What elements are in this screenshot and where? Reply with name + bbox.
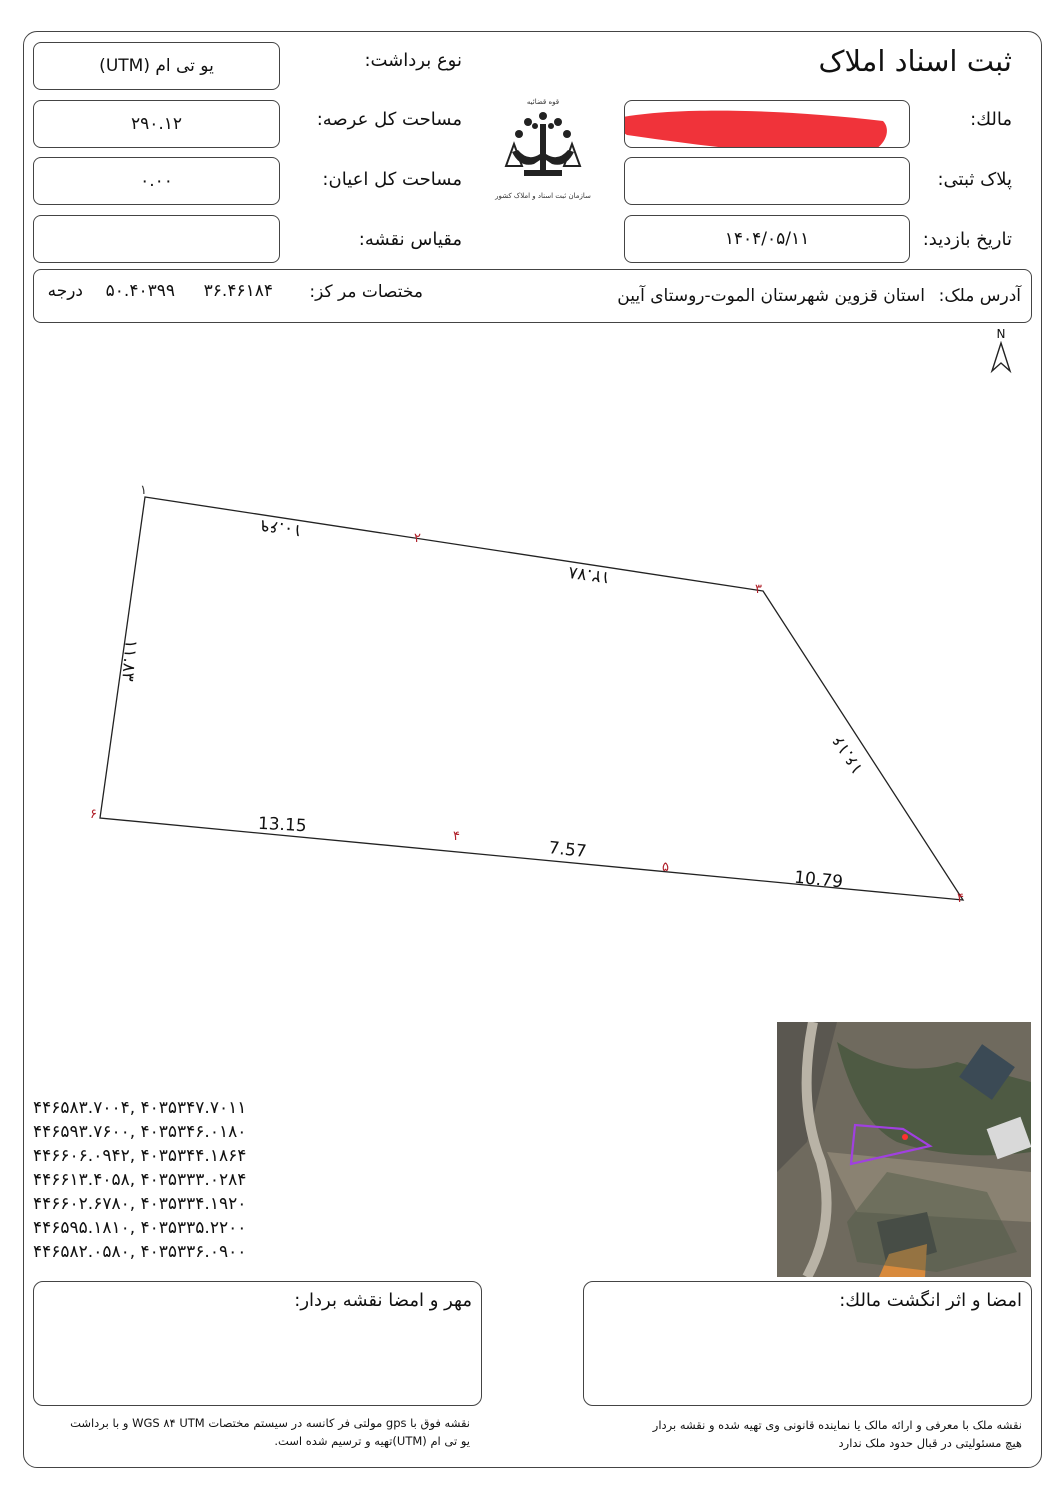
coordinate-row: ۴۴۶۵۹۳.۷۶۰۰, ۴۰۳۵۳۴۶.۰۱۸۰ [33,1122,247,1142]
survey-type-label: نوع برداشت: [364,50,462,71]
center-unit: درجه [47,281,83,301]
edge-length-2: ۱۲.۷۸ [567,562,612,588]
coordinate-row: ۴۴۶۶۰۶.۰۹۴۲, ۴۰۳۵۳۴۴.۱۸۶۴ [33,1146,247,1166]
edge-length-5: 7.57 [547,838,588,862]
building-area-label: مساحت کل اعیان: [322,169,462,190]
owner-signature-label: امضا و اثر انگشت مالك: [839,1290,1022,1311]
north-label: N [996,327,1006,341]
survey-method-line: یو تی ام (UTM)تهیه و ترسیم شده است. [274,1434,470,1448]
land-area-value: ۲۹۰.۱۲ [130,114,183,134]
vertex-label-4: ۴ [957,891,964,906]
edge-length-6: 13.15 [257,813,308,837]
satellite-view [777,1022,1031,1277]
edge-length-4: 10.79 [793,867,844,893]
satellite-image [777,1022,1031,1277]
owner-disclaimer-line: هیچ مسئولیتی در قبال حدود ملک ندارد [838,1436,1022,1450]
vertex-label-6: ۴ [453,829,460,844]
owner-disclaimer-note [653,1416,1022,1452]
survey-method-note [70,1414,470,1450]
center-coordinates-label: مختصات مر کز: [309,282,423,302]
address-value: استان قزوین شهرستان الموت-روستای آیین [617,286,925,306]
owner-label: مالك: [970,109,1012,130]
logo-top-text: قوه قضائیه [526,98,560,106]
land-area-label: مساحت کل عرصه: [316,109,462,130]
coordinate-row: ۴۴۶۵۸۳.۷۰۰۴, ۴۰۳۵۳۴۷.۷۰۱۱ [33,1098,247,1118]
owner-disclaimer-line: نقشه ملک با معرفی و ارائه مالک یا نماینده قانونی وی تهیه شده و نقشه بردار [652,1418,1022,1432]
map-scale-label: مقیاس نقشه: [358,229,462,250]
coordinate-row: ۴۴۶۶۱۳.۴۰۵۸, ۴۰۳۵۳۳۳.۰۲۸۴ [33,1170,247,1190]
center-lat: ۳۶.۴۶۱۸۴ [203,281,273,301]
coordinate-row: ۴۴۶۵۸۲.۰۵۸۰, ۴۰۳۵۳۳۶.۰۹۰۰ [33,1242,247,1262]
vertex-label-2: ۲ [414,531,421,546]
vertex-coordinates-list [33,1096,246,1264]
parcel-boundary [100,497,963,900]
edge-length-1: ۱۰.۶۹ [259,515,304,541]
vertex-label-7: ۶ [90,807,97,822]
survey-method-line: نقشه فوق با gps مولتی فر کانسه در سیستم مختصات WGS ۸۴ UTM و با برداشت [70,1416,470,1430]
coordinate-row: ۴۴۶۵۹۵.۱۸۱۰, ۴۰۳۵۳۳۵.۲۲۰۰ [33,1218,247,1238]
surveyor-signature-box [33,1281,482,1406]
vertex-label-3: ۳ [755,582,762,597]
building-area-value: ۰.۰۰ [140,171,173,191]
edge-length-7: ۱۱.۸۳ [117,638,141,683]
logo-bottom-text: سازمان ثبت اسناد و املاک کشور [495,192,591,200]
owner-signature-box [583,1281,1032,1406]
plate-label: پلاک ثبتی: [937,169,1012,190]
surveyor-signature-label: مهر و امضا نقشه بردار: [294,1290,472,1311]
coordinate-row: ۴۴۶۶۰۲.۶۷۸۰, ۴۰۳۵۳۳۴.۱۹۲۰ [33,1194,247,1214]
address-label: آدرس ملک: [938,286,1021,306]
vertex-label-1: ۱ [140,483,147,498]
survey-type-value: یو تی ام (UTM) [99,56,214,76]
edge-length-3: ۱۶.۱۶ [827,731,868,778]
center-lon: ۵۰.۴۰۳۹۹ [105,281,175,301]
visit-date-value: ۱۴۰۴/۰۵/۱۱ [724,229,810,249]
vertex-label-5: ۵ [662,860,669,875]
visit-date-label: تاریخ بازدید: [922,229,1012,250]
document-title: ثبت اسناد املاک [818,44,1012,78]
